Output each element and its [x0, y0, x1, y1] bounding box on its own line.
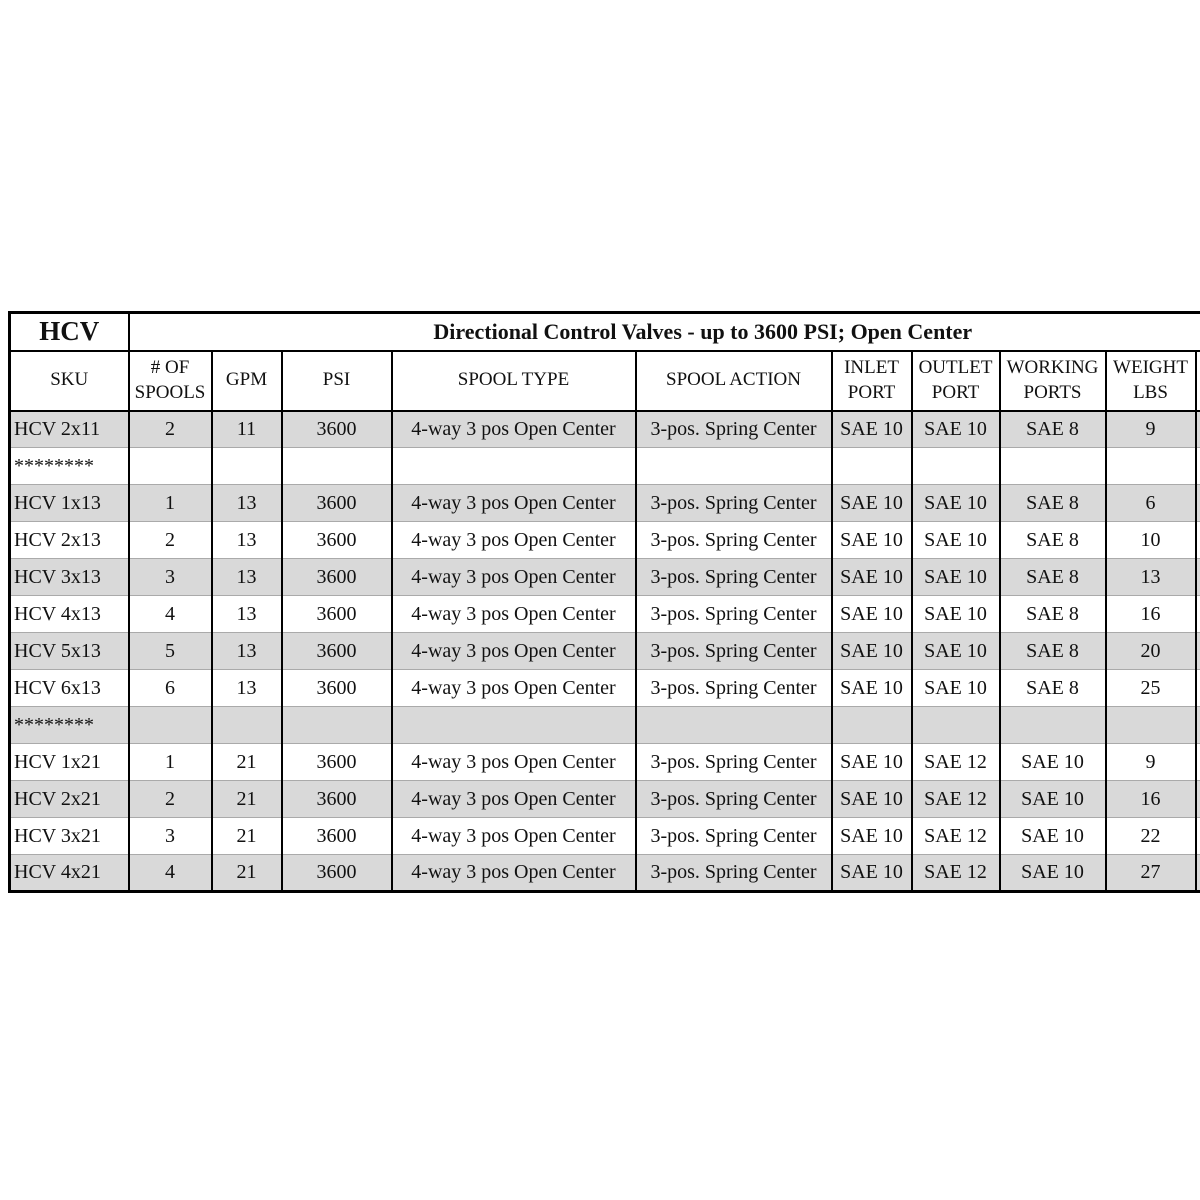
cell-cutoff [1196, 633, 1200, 670]
cell-inlet-port: SAE 10 [832, 559, 912, 596]
cell-gpm: 11 [212, 411, 282, 448]
cell-spools: 1 [129, 744, 212, 781]
cell-spools: 3 [129, 818, 212, 855]
cell-gpm: 13 [212, 670, 282, 707]
column-header-working-ports: WORKING PORTS [1000, 351, 1106, 411]
cell-inlet-port: SAE 10 [832, 670, 912, 707]
cell-spool-type: 4-way 3 pos Open Center [392, 818, 636, 855]
column-header-sku: SKU [10, 351, 129, 411]
cell-sku: HCV 4x21 [10, 855, 129, 892]
cell-weight [1106, 448, 1196, 485]
column-header-weight: WEIGHT LBS [1106, 351, 1196, 411]
cell-weight: 6 [1106, 485, 1196, 522]
cell-gpm [212, 448, 282, 485]
cell-sku: ******** [10, 707, 129, 744]
cell-spools: 5 [129, 633, 212, 670]
cell-cutoff [1196, 411, 1200, 448]
column-header-row [10, 351, 1200, 411]
cell-sku: HCV 2x21 [10, 781, 129, 818]
column-header-outlet-port: OUTLET PORT [912, 351, 1000, 411]
cell-psi: 3600 [282, 855, 392, 892]
cell-sku: HCV 1x21 [10, 744, 129, 781]
cell-outlet-port [912, 707, 1000, 744]
cell-cutoff [1196, 744, 1200, 781]
column-header-psi: PSI [282, 351, 392, 411]
table-row [10, 855, 1200, 892]
column-header-spool-action: SPOOL ACTION [636, 351, 832, 411]
cell-weight: 9 [1106, 411, 1196, 448]
cell-gpm: 13 [212, 596, 282, 633]
cell-working-ports: SAE 8 [1000, 411, 1106, 448]
separator-row [10, 448, 1200, 485]
cell-psi: 3600 [282, 411, 392, 448]
cell-weight: 9 [1106, 744, 1196, 781]
column-header-spool-type: SPOOL TYPE [392, 351, 636, 411]
column-header-inlet-port: INLET PORT [832, 351, 912, 411]
cell-working-ports [1000, 448, 1106, 485]
cell-cutoff [1196, 781, 1200, 818]
column-header-gpm: GPM [212, 351, 282, 411]
cell-gpm: 13 [212, 522, 282, 559]
cell-psi: 3600 [282, 633, 392, 670]
cell-inlet-port: SAE 10 [832, 855, 912, 892]
cell-psi: 3600 [282, 744, 392, 781]
table-row [10, 596, 1200, 633]
cell-psi: 3600 [282, 485, 392, 522]
cell-working-ports: SAE 8 [1000, 670, 1106, 707]
table-row [10, 522, 1200, 559]
cell-sku: HCV 2x11 [10, 411, 129, 448]
cell-weight: 27 [1106, 855, 1196, 892]
cell-spool-type: 4-way 3 pos Open Center [392, 596, 636, 633]
cell-working-ports [1000, 707, 1106, 744]
cell-outlet-port: SAE 10 [912, 411, 1000, 448]
cell-cutoff [1196, 596, 1200, 633]
cell-spool-action: 3-pos. Spring Center [636, 744, 832, 781]
cell-weight [1106, 707, 1196, 744]
title-row [10, 313, 1200, 351]
table-row [10, 633, 1200, 670]
cell-inlet-port: SAE 10 [832, 596, 912, 633]
cell-outlet-port: SAE 12 [912, 855, 1000, 892]
cell-outlet-port: SAE 10 [912, 596, 1000, 633]
table-body [10, 411, 1200, 892]
cell-cutoff [1196, 670, 1200, 707]
cell-cutoff [1196, 522, 1200, 559]
table-row [10, 818, 1200, 855]
cell-sku: HCV 2x13 [10, 522, 129, 559]
cell-cutoff [1196, 559, 1200, 596]
cell-spool-type: 4-way 3 pos Open Center [392, 411, 636, 448]
cell-gpm: 21 [212, 818, 282, 855]
cell-psi [282, 707, 392, 744]
cell-outlet-port: SAE 12 [912, 818, 1000, 855]
cell-weight: 20 [1106, 633, 1196, 670]
cell-spool-type: 4-way 3 pos Open Center [392, 781, 636, 818]
cell-psi: 3600 [282, 818, 392, 855]
cell-spools: 2 [129, 522, 212, 559]
cell-spools: 3 [129, 559, 212, 596]
table-row [10, 485, 1200, 522]
cell-weight: 13 [1106, 559, 1196, 596]
cell-outlet-port: SAE 10 [912, 522, 1000, 559]
cell-outlet-port: SAE 12 [912, 781, 1000, 818]
cell-working-ports: SAE 10 [1000, 855, 1106, 892]
cell-cutoff [1196, 707, 1200, 744]
cell-cutoff [1196, 818, 1200, 855]
cell-spool-action: 3-pos. Spring Center [636, 596, 832, 633]
cell-gpm: 21 [212, 781, 282, 818]
spec-table [8, 311, 1200, 893]
cell-inlet-port: SAE 10 [832, 411, 912, 448]
cell-spool-action: 3-pos. Spring Center [636, 855, 832, 892]
cell-psi: 3600 [282, 596, 392, 633]
cell-outlet-port: SAE 10 [912, 485, 1000, 522]
cell-working-ports: SAE 10 [1000, 781, 1106, 818]
cell-outlet-port: SAE 10 [912, 670, 1000, 707]
cell-gpm: 13 [212, 633, 282, 670]
cell-spool-action [636, 707, 832, 744]
cell-working-ports: SAE 10 [1000, 818, 1106, 855]
cell-working-ports: SAE 8 [1000, 633, 1106, 670]
cell-gpm [212, 707, 282, 744]
cell-spools: 2 [129, 411, 212, 448]
cell-outlet-port [912, 448, 1000, 485]
cell-gpm: 21 [212, 744, 282, 781]
cell-spool-type: 4-way 3 pos Open Center [392, 855, 636, 892]
cell-inlet-port: SAE 10 [832, 485, 912, 522]
cell-spool-type: 4-way 3 pos Open Center [392, 485, 636, 522]
table-row [10, 559, 1200, 596]
cell-working-ports: SAE 8 [1000, 485, 1106, 522]
cell-gpm: 21 [212, 855, 282, 892]
cell-spool-type: 4-way 3 pos Open Center [392, 633, 636, 670]
brand-cell: HCV [10, 313, 129, 351]
cell-spool-action: 3-pos. Spring Center [636, 411, 832, 448]
cell-outlet-port: SAE 12 [912, 744, 1000, 781]
cell-spools [129, 448, 212, 485]
cell-spool-action: 3-pos. Spring Center [636, 559, 832, 596]
cell-weight: 16 [1106, 596, 1196, 633]
cell-spool-action: 3-pos. Spring Center [636, 522, 832, 559]
cell-sku: HCV 3x21 [10, 818, 129, 855]
cell-weight: 25 [1106, 670, 1196, 707]
cell-spool-action: 3-pos. Spring Center [636, 781, 832, 818]
cell-working-ports: SAE 8 [1000, 522, 1106, 559]
cell-spools: 1 [129, 485, 212, 522]
cell-spools [129, 707, 212, 744]
cell-working-ports: SAE 8 [1000, 596, 1106, 633]
table-row [10, 744, 1200, 781]
cell-cutoff [1196, 485, 1200, 522]
cell-spool-action: 3-pos. Spring Center [636, 485, 832, 522]
cell-sku: HCV 4x13 [10, 596, 129, 633]
cell-spools: 6 [129, 670, 212, 707]
cell-inlet-port [832, 448, 912, 485]
cell-sku: HCV 1x13 [10, 485, 129, 522]
cell-spools: 4 [129, 855, 212, 892]
cell-outlet-port: SAE 10 [912, 633, 1000, 670]
cell-inlet-port: SAE 10 [832, 744, 912, 781]
cell-spool-type [392, 707, 636, 744]
cell-cutoff [1196, 448, 1200, 485]
cell-inlet-port: SAE 10 [832, 633, 912, 670]
cell-spool-action: 3-pos. Spring Center [636, 818, 832, 855]
cell-inlet-port [832, 707, 912, 744]
cell-working-ports: SAE 10 [1000, 744, 1106, 781]
column-header-cutoff [1196, 351, 1200, 411]
cell-spool-action: 3-pos. Spring Center [636, 670, 832, 707]
column-header-spools: # OF SPOOLS [129, 351, 212, 411]
cell-sku: HCV 5x13 [10, 633, 129, 670]
cell-spool-action [636, 448, 832, 485]
cell-outlet-port: SAE 10 [912, 559, 1000, 596]
table-row [10, 411, 1200, 448]
cell-weight: 10 [1106, 522, 1196, 559]
cell-sku: HCV 3x13 [10, 559, 129, 596]
cell-spool-type: 4-way 3 pos Open Center [392, 522, 636, 559]
cell-psi [282, 448, 392, 485]
cell-gpm: 13 [212, 559, 282, 596]
cell-weight: 22 [1106, 818, 1196, 855]
cell-inlet-port: SAE 10 [832, 818, 912, 855]
cell-psi: 3600 [282, 559, 392, 596]
cell-inlet-port: SAE 10 [832, 781, 912, 818]
cell-psi: 3600 [282, 670, 392, 707]
cell-cutoff [1196, 855, 1200, 892]
cell-spool-action: 3-pos. Spring Center [636, 633, 832, 670]
cell-working-ports: SAE 8 [1000, 559, 1106, 596]
cell-inlet-port: SAE 10 [832, 522, 912, 559]
cell-psi: 3600 [282, 781, 392, 818]
cell-sku: HCV 6x13 [10, 670, 129, 707]
cell-spools: 2 [129, 781, 212, 818]
spec-table-container [8, 311, 1200, 893]
cell-spools: 4 [129, 596, 212, 633]
cell-sku: ******** [10, 448, 129, 485]
cell-gpm: 13 [212, 485, 282, 522]
table-title: Directional Control Valves - up to 3600 PSI; Open Center [129, 313, 1200, 351]
table-row [10, 670, 1200, 707]
table-row [10, 781, 1200, 818]
cell-weight: 16 [1106, 781, 1196, 818]
cell-spool-type [392, 448, 636, 485]
cell-spool-type: 4-way 3 pos Open Center [392, 744, 636, 781]
cell-psi: 3600 [282, 522, 392, 559]
cell-spool-type: 4-way 3 pos Open Center [392, 670, 636, 707]
separator-row [10, 707, 1200, 744]
cell-spool-type: 4-way 3 pos Open Center [392, 559, 636, 596]
